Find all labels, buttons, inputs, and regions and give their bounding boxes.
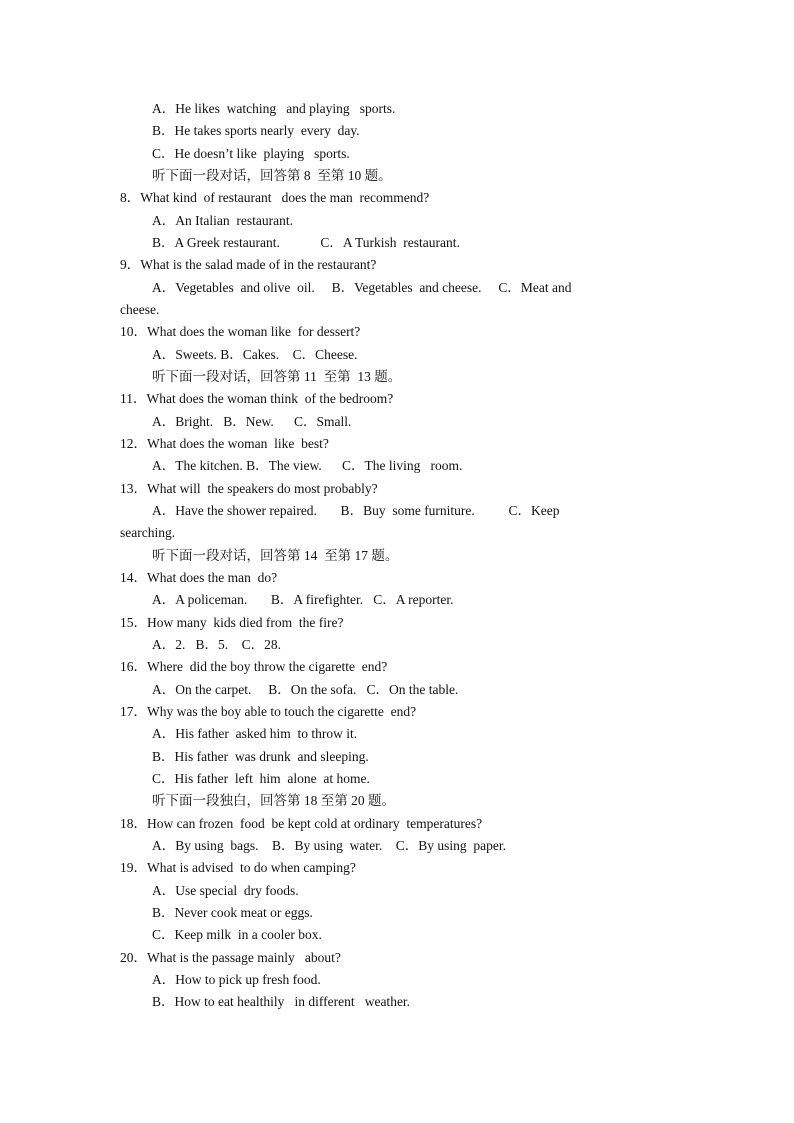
answer-option: B．He takes sports nearly every day.: [152, 123, 360, 139]
question-text: 8．What kind of restaurant does the man recommend?: [120, 190, 430, 206]
answer-option: A．The kitchen. B．The view. C．The living room.: [152, 458, 463, 474]
question-text: 14．What does the man do?: [120, 569, 278, 585]
answer-option: A．An Italian restaurant.: [152, 212, 293, 228]
answer-option: A．How to pick up fresh food.: [152, 971, 321, 987]
answer-option: A．A policeman. B．A firefighter. C．A reporter.: [152, 592, 454, 608]
question-text: 19．What is advised to do when camping?: [120, 860, 356, 876]
answer-option: A．Vegetables and olive oil. B．Vegetables and cheese. C．Meat and: [152, 279, 572, 295]
answer-option: A．2. B．5. C．28.: [152, 636, 282, 652]
option-continuation: cheese.: [120, 302, 160, 317]
answer-option: B．How to eat healthily in different weather.: [152, 994, 411, 1010]
section-instruction: 听下面一段对话，回答第 11 至第 13 题。: [152, 369, 402, 384]
answer-option: A．Bright. B．New. C．Small.: [152, 413, 352, 429]
question-text: 13．What will the speakers do most probably?: [120, 480, 378, 496]
answer-option: A．Sweets. B．Cakes. C．Cheese.: [152, 346, 358, 362]
answer-option: A．On the carpet. B．On the sofa. C．On the table.: [152, 681, 459, 697]
section-instruction: 听下面一段独白，回答第 18 至第 20 题。: [152, 793, 395, 809]
section-instruction: 听下面一段对话，回答第 14 至第 17 题。: [152, 547, 399, 563]
question-text: 15．How many kids died from the fire?: [120, 614, 344, 630]
question-text: 18．How can frozen food be kept cold at ordinary temperatures?: [120, 815, 483, 831]
question-text: 9．What is the salad made of in the restaurant?: [120, 257, 377, 273]
answer-option: B．Never cook meat or eggs.: [152, 904, 313, 920]
answer-option: B．His father was drunk and sleeping.: [152, 748, 369, 764]
section-instruction: 听下面一段对话，回答第 8 至第 10 题。: [152, 168, 392, 183]
answer-option: C．He doesn’t like playing sports.: [152, 145, 350, 161]
question-text: 17．Why was the boy able to touch the cigarette end?: [120, 703, 417, 719]
question-text: 10．What does the woman like for dessert?: [120, 324, 361, 340]
question-text: 20．What is the passage mainly about?: [120, 949, 341, 965]
answer-option: A．Use special dry foods.: [152, 882, 299, 898]
option-continuation: searching.: [120, 525, 176, 541]
answer-option: A．His father asked him to throw it.: [152, 726, 358, 742]
question-text: 12．What does the woman like best?: [120, 435, 329, 451]
answer-option: C．Keep milk in a cooler box.: [152, 927, 322, 943]
answer-option: A．Have the shower repaired. B．Buy some furniture. C．Keep: [152, 502, 560, 518]
question-text: 16．Where did the boy throw the cigarette end?: [120, 659, 388, 675]
answer-option: A．By using bags. B．By using water. C．By using paper.: [152, 837, 506, 853]
answer-option: B．A Greek restaurant. C．A Turkish restaurant.: [152, 235, 460, 250]
answer-option: A．He likes watching and playing sports.: [152, 101, 396, 116]
question-text: 11．What does the woman think of the bedroom?: [120, 391, 394, 407]
answer-option: C．His father left him alone at home.: [152, 770, 370, 786]
